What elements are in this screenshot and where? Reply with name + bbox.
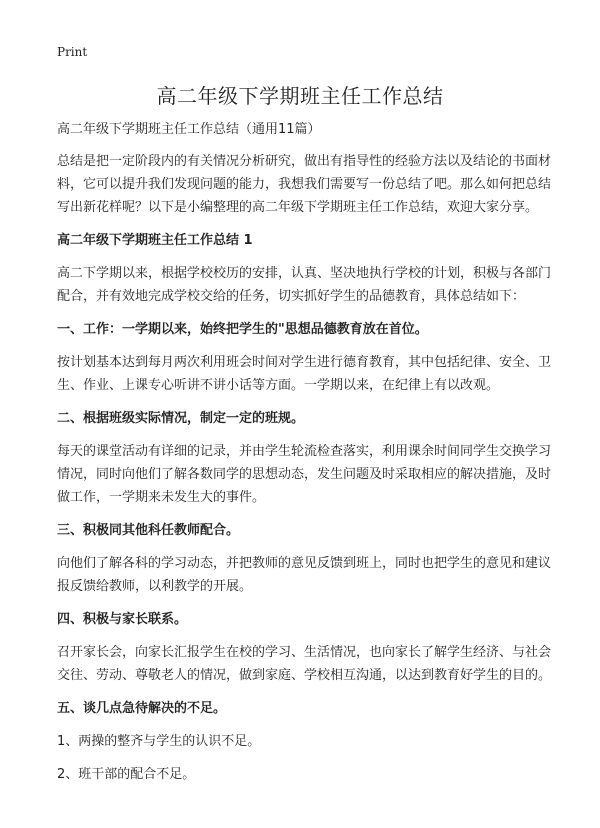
block-heading-3: 三、积极同其他科任教师配合。 — [57, 523, 240, 538]
page-title: 高二年级下学期班主任工作总结 — [156, 84, 444, 108]
issue-item: 1、两操的整齐与学生的认识不足。 — [57, 734, 261, 749]
block-body-4: 召开家长会，向家长汇报学生在校的学习、生活情况，也向家长了解学生经济、与社会交往、劳动、尊敬老人的情况，做到家庭、学校相互沟通，以达到教育好学生的目的。 — [57, 645, 552, 683]
intro-paragraph: 总结是把一定阶段内的有关情况分析研究，做出有指导性的经验方法以及结论的书面材料，它可以提升我们发现问题的能力，我想我们需要写一份总结了吧。那么如何把总结写出新花样呢？以下是小编整理的高二年级下学期班主任工作总结，欢迎大家分享。 — [57, 154, 552, 215]
section-intro-paragraph: 高二下学期以来，根据学校校历的安排，认真、坚决地执行学校的计划，积极与各部门配合，并有效地完成学校交给的任务，切实抓好学生的品德教育，具体总结如下： — [57, 266, 552, 304]
issue-item: 2、班干部的配合不足。 — [57, 767, 196, 782]
block-body-3: 向他们了解各科的学习动态，并把教师的意见反馈到班上，同时也把学生的意见和建议报反馈给教师，以利教学的开展。 — [57, 556, 552, 594]
block-heading-2: 二、根据班级实际情况，制定一定的班规。 — [57, 411, 305, 426]
block-body-1: 按计划基本达到每月两次利用班会时间对学生进行德育教育，其中包括纪律、安全、卫生、作业、上课专心听讲不讲小话等方面。一学期以来，在纪律上有以改观。 — [57, 355, 552, 393]
article-body — [57, 118, 551, 796]
block-heading-1: 一、工作：一学期以来，始终把学生的"思想品德教育放在首位。 — [57, 322, 428, 337]
section-heading: 高二年级下学期班主任工作总结 1 — [57, 233, 253, 248]
block-body-2: 每天的课堂活动有详细的记录，并由学生轮流检查落实，利用课余时间同学生交换学习情况，同时向他们了解各数同学的思想动态，发生问题及时采取相应的解决措施，及时做工作，一学期来未发生大的事件。 — [57, 444, 552, 505]
print-link[interactable]: Print — [57, 45, 88, 59]
block-heading-4: 四、积极与家长联系。 — [57, 612, 188, 627]
issues-heading: 五、谈几点急待解决的不足。 — [57, 701, 227, 716]
article-subtitle: 高二年级下学期班主任工作总结（通用11篇） — [57, 122, 321, 137]
